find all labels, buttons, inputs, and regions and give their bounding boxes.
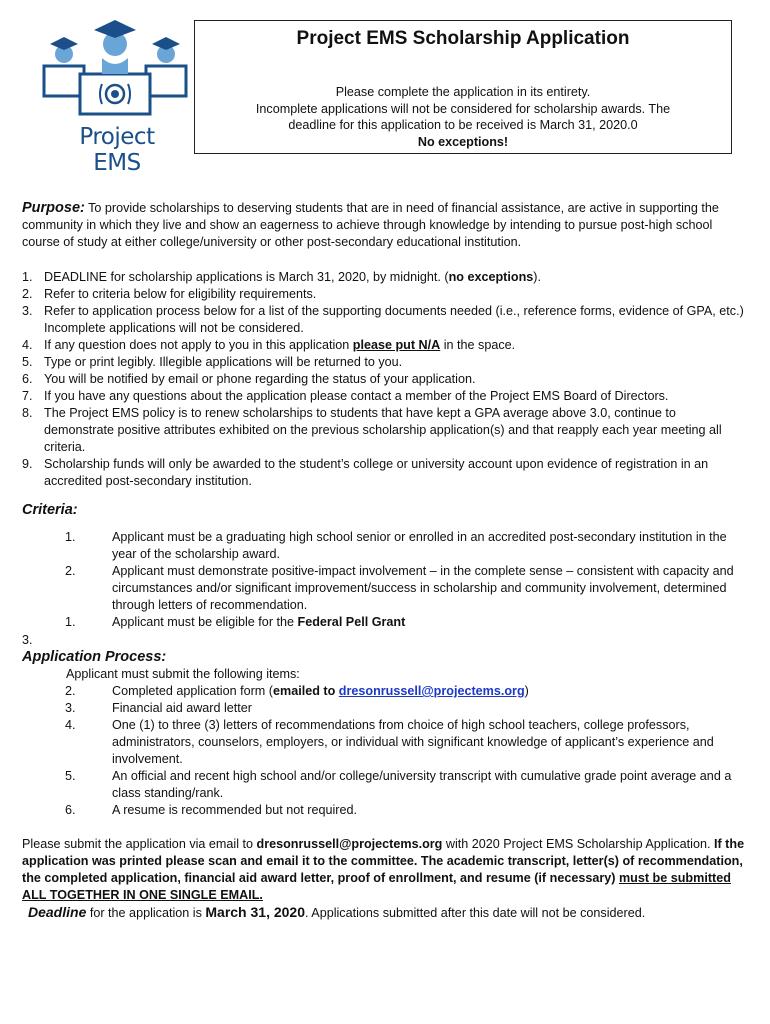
deadline-paragraph: Deadline for the application is March 31, 2020. Applications submitted after this date will not be considered. [28,904,646,920]
application-item: 2. Completed application form (emailed to dresonrussell@projectems.org) [65,684,529,698]
application-item: 5. An official and recent high school and/or college/university transcript with cumulative grade point average and a class standing/rank. [65,769,732,800]
document-body [22,200,748,922]
application-item: 4. One (1) to three (3) letters of recommendations from choice of high school teachers, college professors, administrators, counselors, employers, or individual with significant knowledge of applicant’s experience and involvement. [65,718,714,766]
list-item: 6. You will be notified by email or phone regarding the status of your application. [22,372,476,386]
header-line-3: deadline for this application to be received is March 31, 2020.0 [288,118,638,132]
submission-paragraph: Please submit the application via email to dresonrussell@projectems.org with 2020 Project EMS Scholarship Application. If the application was printed please scan and email it to the committee. The academic transcript, letter(s) of recommendation, the completed application, financial aid award letter, proof of enrollment, and resume (if necessary) must be submitted ALL TOGETHER IN ONE SINGLE EMAIL. [22,837,745,902]
logo-text: Project EMS [79,124,155,176]
purpose-text: To provide scholarships to deserving students that are in need of financial assistance, are active in supporting the community in which they live and show an eagerness to achieve through knowledge by intending to pursue post-high school course of study at either college/university or other post-secondary educational institution. [22,201,719,249]
project-ems-logo [30,14,200,176]
application-item: 3. Financial aid award letter [65,701,253,715]
list-item: 9. Scholarship funds will only be awarded to the student’s college or university account upon evidence of registration in an accredited post-secondary institution. [22,457,709,488]
list-item: 4. If any question does not apply to you in this application please put N/A in the space. [22,338,516,352]
criteria-label: Criteria: [22,502,78,518]
criteria-item: 1. Applicant must be eligible for the Federal Pell Grant [65,615,406,629]
list-item: 1. DEADLINE for scholarship applications is March 31, 2020, by midnight. (no exceptions). [22,270,541,284]
submission-email: dresonrussell@projectems.org [256,837,443,851]
purpose-paragraph [22,200,748,251]
header-box [194,20,732,154]
list-item: 7. If you have any questions about the application please contact a member of the Project EMS Board of Directors. [22,389,669,403]
list-item: 2. Refer to criteria below for eligibility requirements. [22,287,317,301]
list-item: 5. Type or print legibly. Illegible applications will be returned to you. [22,355,403,369]
header-line-2: Incomplete applications will not be considered for scholarship awards. The [255,101,671,116]
list-item: 8. The Project EMS policy is to renew scholarships to students that have kept a GPA average above 3.0, continue to demonstrate positive attributes exhibited on the previous scholarship application(s) and that reapply each year meeting all criteria. [22,406,722,454]
criteria-trailing-number: 3. [22,633,33,647]
application-process-label: Application Process: [22,649,167,665]
criteria-section [22,502,748,649]
deadline-label: Deadline [28,904,87,920]
header-line-1: Please complete the application in its entirety. [335,85,591,99]
purpose-label: Purpose: [22,200,85,216]
header-line-4: No exceptions! [417,134,509,149]
logo-graphic-icon [30,14,200,124]
criteria-item: 2. Applicant must demonstrate positive-impact involvement – in the complete sense – consistent with capacity and circumstances and/or significant improvement/success in scholarship and community involvement, determined through letters of recommendation. [65,564,734,612]
list-item: 3. Refer to application process below for a list of the supporting documents needed (i.e., reference forms, evidence of GPA, etc.) Incomplete applications will not be considered. [22,304,744,335]
application-process-section [22,649,748,819]
page-title: Project EMS Scholarship Application [296,28,630,49]
rules-list [22,269,748,490]
application-item: 6. A resume is recommended but not required. [65,803,358,817]
criteria-item: 1. Applicant must be a graduating high school senior or enrolled in an accredited post-secondary institution in the year of the scholarship award. [65,530,727,561]
deadline-date: March 31, 2020 [205,904,305,920]
email-link[interactable]: dresonrussell@projectems.org [338,684,525,698]
application-process-intro: Applicant must submit the following items: [66,667,300,681]
